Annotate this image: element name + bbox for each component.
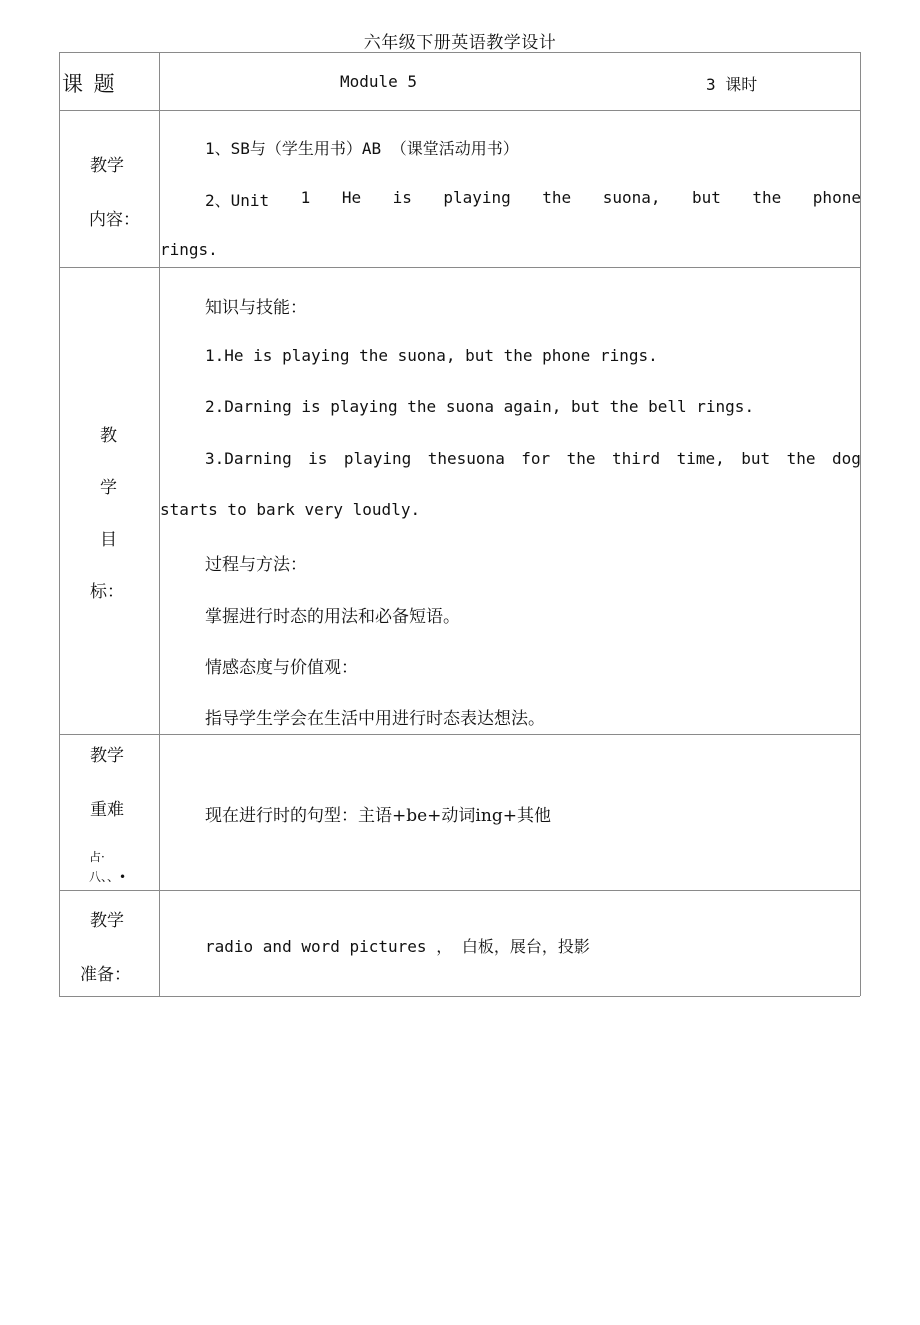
process-text: 掌握进行时态的用法和必备短语。 [205, 607, 460, 627]
keypoints-label-line3: 占· [89, 850, 105, 864]
preparation-label-line2: 准备： [80, 965, 131, 985]
content-item-2-word: but [691, 188, 721, 207]
content-item-2-word: playing [443, 188, 511, 207]
table-column-divider [159, 52, 160, 996]
keypoints-text: 现在进行时的句型：主语+be+动词ing+其他 [205, 806, 551, 826]
content-item-2 [205, 188, 861, 211]
table-border-bottom [59, 996, 860, 997]
knowledge-heading: 知识与技能： [205, 298, 307, 318]
table-row-divider [59, 734, 860, 735]
objectives-label-char: 学 [100, 478, 117, 498]
table-row-divider [59, 110, 860, 111]
emotion-heading: 情感态度与价值观： [205, 658, 358, 678]
table-row-divider [59, 267, 860, 268]
objective-3-word: but [741, 449, 771, 468]
objective-3-word: thesuona [427, 449, 505, 468]
process-heading: 过程与方法： [205, 555, 307, 575]
objective-3 [205, 449, 861, 468]
emotion-text: 指导学生学会在生活中用进行时态表达想法。 [205, 709, 545, 729]
table-row-divider [59, 890, 860, 891]
period-count: 3 课时 [706, 75, 758, 94]
objective-3-word: dog [831, 449, 861, 468]
content-item-2-word: He [341, 188, 362, 207]
objective-3-word: third [612, 449, 661, 468]
objective-3-word: is [308, 449, 328, 468]
objective-3-word: playing [343, 449, 412, 468]
objective-3-word: the [566, 449, 596, 468]
objective-3-continuation: starts to bark very loudly. [160, 500, 421, 519]
objective-3-word: 3.Darning [205, 449, 292, 468]
objective-3-word: for [521, 449, 551, 468]
topic-label: 课 题 [62, 72, 117, 96]
document-title: 六年级下册英语教学设计 [363, 33, 557, 53]
objective-2: 2.Darning is playing the suona again, but the bell rings. [205, 397, 755, 416]
objectives-label-char: 目 [100, 530, 117, 550]
content-item-2-word: the [752, 188, 782, 207]
module-name: Module 5 [340, 72, 418, 91]
content-item-2-word: 2、Unit [205, 191, 270, 210]
content-label-line1: 教学 [90, 156, 124, 176]
content-item-2-word: the [542, 188, 572, 207]
objectives-label-char: 教 [100, 426, 117, 446]
preparation-label-line1: 教学 [90, 911, 124, 931]
keypoints-label-line4: 八、、• [89, 870, 127, 884]
table-border-left [59, 52, 60, 996]
content-item-2-word: suona, [602, 188, 661, 207]
objective-3-word: the [786, 449, 816, 468]
objective-3-word: time, [676, 449, 725, 468]
preparation-text: radio and word pictures ， 白板，展台，投影 [205, 937, 590, 956]
content-item-2-continuation: rings. [160, 240, 218, 259]
content-item-2-word: 1 [300, 188, 311, 207]
objective-1: 1.He is playing the suona, but the phone rings. [205, 346, 658, 365]
keypoints-label-line1: 教学 [90, 746, 124, 766]
content-label-line2: 内容： [89, 210, 140, 230]
table-border-top [59, 52, 860, 53]
content-item-2-word: is [392, 188, 412, 207]
content-item-2-word: phone [812, 188, 861, 207]
keypoints-label-line2: 重难 [90, 800, 124, 820]
content-item-1: 1、SB与（学生用书）AB （课堂活动用书） [205, 139, 519, 158]
objectives-label-char: 标： [90, 582, 124, 602]
